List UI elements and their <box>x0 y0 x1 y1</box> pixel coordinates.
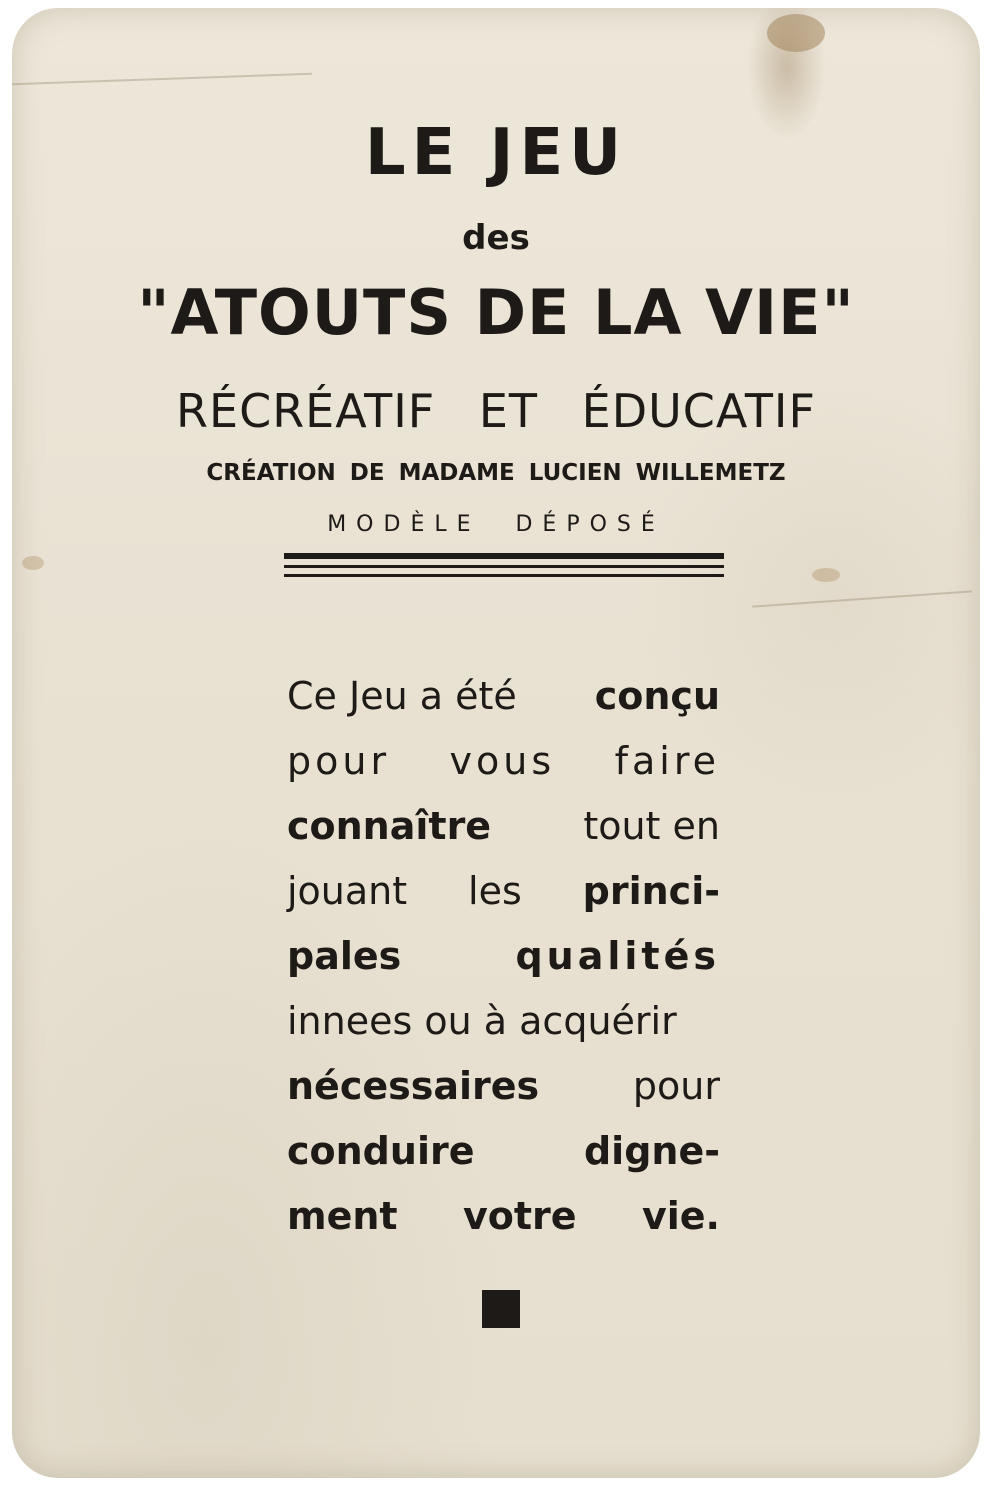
paragraph-line <box>287 663 720 728</box>
paragraph-line <box>287 1183 720 1248</box>
title-atouts-de-la-vie: "ATOUTS DE LA VIE" <box>137 276 855 349</box>
text-word-bold: ment <box>287 1193 398 1238</box>
black-square-ornament <box>482 1290 520 1328</box>
paper-crease <box>12 73 312 85</box>
paragraph-line <box>287 858 720 923</box>
creator-credit: CRÉATION DE MADAME LUCIEN WILLEMETZ <box>206 460 786 486</box>
title-le-jeu: LE JEU <box>364 116 628 190</box>
brown-stain <box>767 14 825 52</box>
text-word: Ce Jeu a été <box>287 673 517 718</box>
text-word-bold: connaître <box>287 803 492 848</box>
text-word: faire <box>614 738 720 783</box>
paragraph-line <box>287 728 720 793</box>
paragraph-line <box>287 793 720 858</box>
text-word: innees ou à acquérir <box>287 998 677 1043</box>
small-stain <box>22 556 44 570</box>
text-word-bold: qualités <box>515 933 720 978</box>
text-word: les <box>468 868 522 913</box>
text-word-bold: votre <box>463 1193 577 1238</box>
text-word-bold: vie. <box>641 1193 720 1238</box>
description-paragraph <box>287 663 720 1248</box>
text-word-bold: digne- <box>583 1128 720 1173</box>
paragraph-line <box>287 1118 720 1183</box>
game-card-back <box>12 8 980 1478</box>
paragraph-line <box>287 1053 720 1118</box>
text-word-bold: pales <box>287 933 402 978</box>
text-word: vous <box>449 738 556 783</box>
subtitle-recreatif: RÉCRÉATIF ET ÉDUCATIF <box>176 384 816 438</box>
divider-rule-thick <box>284 553 724 559</box>
small-stain <box>812 568 840 582</box>
paper-crease <box>752 590 972 607</box>
registered-design: MODÈLE DÉPOSÉ <box>327 512 665 537</box>
text-word: jouant <box>287 868 408 913</box>
text-word-bold: nécessaires <box>287 1063 540 1108</box>
text-word-bold: princi- <box>582 868 720 913</box>
title-des: des <box>462 218 530 258</box>
text-word: tout en <box>583 803 720 848</box>
divider-rule-thin <box>284 574 724 577</box>
paragraph-line <box>287 923 720 988</box>
text-word: pour <box>287 738 391 783</box>
paragraph-line <box>287 988 720 1053</box>
divider-rule-thin <box>284 565 724 568</box>
text-word-bold: conçu <box>594 673 720 718</box>
text-word: pour <box>632 1063 720 1108</box>
text-word-bold: conduire <box>287 1128 475 1173</box>
